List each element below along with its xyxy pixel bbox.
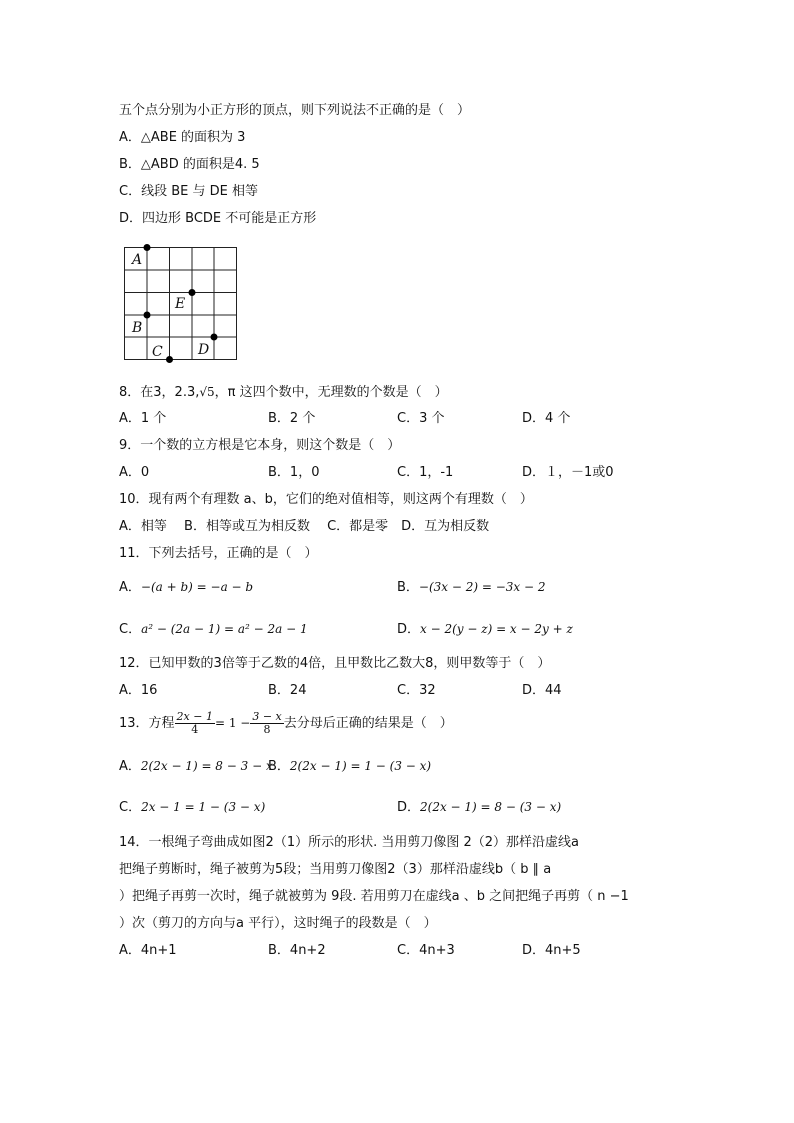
- q14-line-4: ）次（剪刀的方向与a 平行），这时绳子的段数是（ ）: [119, 916, 437, 931]
- q11-option-a: [119, 579, 253, 596]
- q13-option-b: [268, 758, 431, 775]
- q11-option-b: [397, 579, 546, 596]
- q12-option-d: D．44: [522, 683, 562, 698]
- q13-stem: [119, 708, 453, 739]
- expression: 2(2x − 1) = 8 − (3 − x): [420, 800, 562, 814]
- q13-mid: = 1 −: [214, 716, 251, 730]
- expression: 2(2x − 1) = 8 − 3 − x: [140, 759, 273, 773]
- fraction-2: [250, 711, 283, 736]
- q14-line-3: ）把绳子再剪一次时，绳子就被剪为 9段. 若用剪刀在虚线a 、b 之间把绳子再剪（ n −1: [119, 889, 629, 904]
- q8-option-d: D．4 个: [522, 411, 571, 426]
- q13-stem-pre: 13．方程: [119, 716, 175, 731]
- numerator: 2x − 1: [176, 710, 213, 723]
- q7-option-d: D．四边形 BCDE 不可能是正方形: [119, 211, 317, 226]
- option-label: A．: [119, 759, 141, 774]
- point-d: [211, 334, 218, 341]
- option-label: B．: [268, 759, 290, 774]
- q14-option-c: C．4n+3: [397, 943, 455, 958]
- q11-stem: 11．下列去括号，正确的是（ ）: [119, 546, 318, 561]
- point-a: [144, 244, 151, 251]
- expression: a² − (2a − 1) = a² − 2a − 1: [141, 622, 308, 636]
- q9-option-c: C．1，-1: [397, 465, 454, 480]
- point-c: [166, 356, 173, 363]
- fraction-1: [175, 711, 215, 736]
- denominator: 4: [191, 723, 199, 736]
- label-e: E: [175, 296, 186, 312]
- option-label: B．: [397, 580, 419, 595]
- q7-option-c: C．线段 BE 与 DE 相等: [119, 184, 258, 199]
- q8-stem-pre: 8．在3，2.3,: [119, 385, 200, 400]
- option-label: A．: [119, 580, 141, 595]
- q7-grid-figure: [120, 243, 242, 365]
- q10-options: A．相等 B．相等或互为相反数 C．都是零 D．互为相反数: [119, 519, 490, 534]
- label-b: B: [132, 320, 143, 336]
- q8-stem: [119, 384, 448, 401]
- q14-line-2: 把绳子剪断时，绳子被剪为5段；当用剪刀像图2（3）那样沿虚线b（ b ∥ a: [119, 862, 552, 877]
- q11-option-d: [397, 621, 573, 638]
- q11-option-c: [119, 621, 308, 638]
- denominator: 8: [263, 723, 271, 736]
- q12-stem: 12．已知甲数的3倍等于乙数的4倍，且甲数比乙数大8，则甲数等于（ ）: [119, 656, 551, 671]
- point-b: [144, 312, 151, 319]
- q8-option-a: A．1 个: [119, 411, 167, 426]
- q12-option-c: C．32: [397, 683, 436, 698]
- option-label: C．: [119, 622, 142, 637]
- label-a: A: [132, 252, 143, 268]
- expression: −(3x − 2) = −3x − 2: [418, 580, 546, 594]
- expression: 2(2x − 1) = 1 − (3 − x): [289, 759, 432, 773]
- q9-option-b: B．1，0: [268, 465, 320, 480]
- numerator: 3 − x: [252, 710, 282, 723]
- q7-option-b: B．△ABD 的面积是4. 5: [119, 157, 260, 172]
- q14-option-a: A．4n+1: [119, 943, 177, 958]
- option-label: D．: [397, 800, 421, 815]
- q8-option-c: C．3 个: [397, 411, 445, 426]
- q7-option-a: A．△ABE 的面积为 3: [119, 130, 246, 145]
- label-d: D: [198, 342, 210, 358]
- q8-stem-post: ，π 这四个数中，无理数的个数是（ ）: [214, 385, 448, 400]
- q7-stem: 五个点分别为小正方形的顶点，则下列说法不正确的是（ ）: [119, 103, 471, 118]
- point-e: [189, 289, 196, 296]
- q13-stem-post: 去分母后正确的结果是（ ）: [283, 716, 453, 731]
- q9-stem: 9．一个数的立方根是它本身，则这个数是（ ）: [119, 438, 401, 453]
- q12-option-b: B．24: [268, 683, 307, 698]
- q9-option-a: A．0: [119, 465, 150, 480]
- sqrt5: √5: [199, 385, 215, 399]
- q13-option-a: [119, 758, 273, 775]
- q14-option-b: B．4n+2: [268, 943, 326, 958]
- q8-option-b: B．2 个: [268, 411, 316, 426]
- option-label: C．: [119, 800, 142, 815]
- option-label: D．: [397, 622, 421, 637]
- expression: 2x − 1 = 1 − (3 − x): [141, 800, 266, 814]
- q12-option-a: A．16: [119, 683, 158, 698]
- expression: x − 2(y − z) = x − 2y + z: [420, 622, 573, 636]
- q13-option-c: [119, 799, 265, 816]
- expression: −(a + b) = −a − b: [140, 580, 254, 594]
- q14-line-1: 14．一根绳子弯曲成如图2（1）所示的形状. 当用剪刀像图 2（2）那样沿虚线a: [119, 835, 579, 850]
- label-c: C: [152, 344, 163, 360]
- q10-stem: 10．现有两个有理数 a、b，它们的绝对值相等，则这两个有理数（ ）: [119, 492, 533, 507]
- q13-option-d: [397, 799, 561, 816]
- q14-option-d: D．4n+5: [522, 943, 581, 958]
- q9-option-d: D．１，－1或0: [522, 465, 614, 480]
